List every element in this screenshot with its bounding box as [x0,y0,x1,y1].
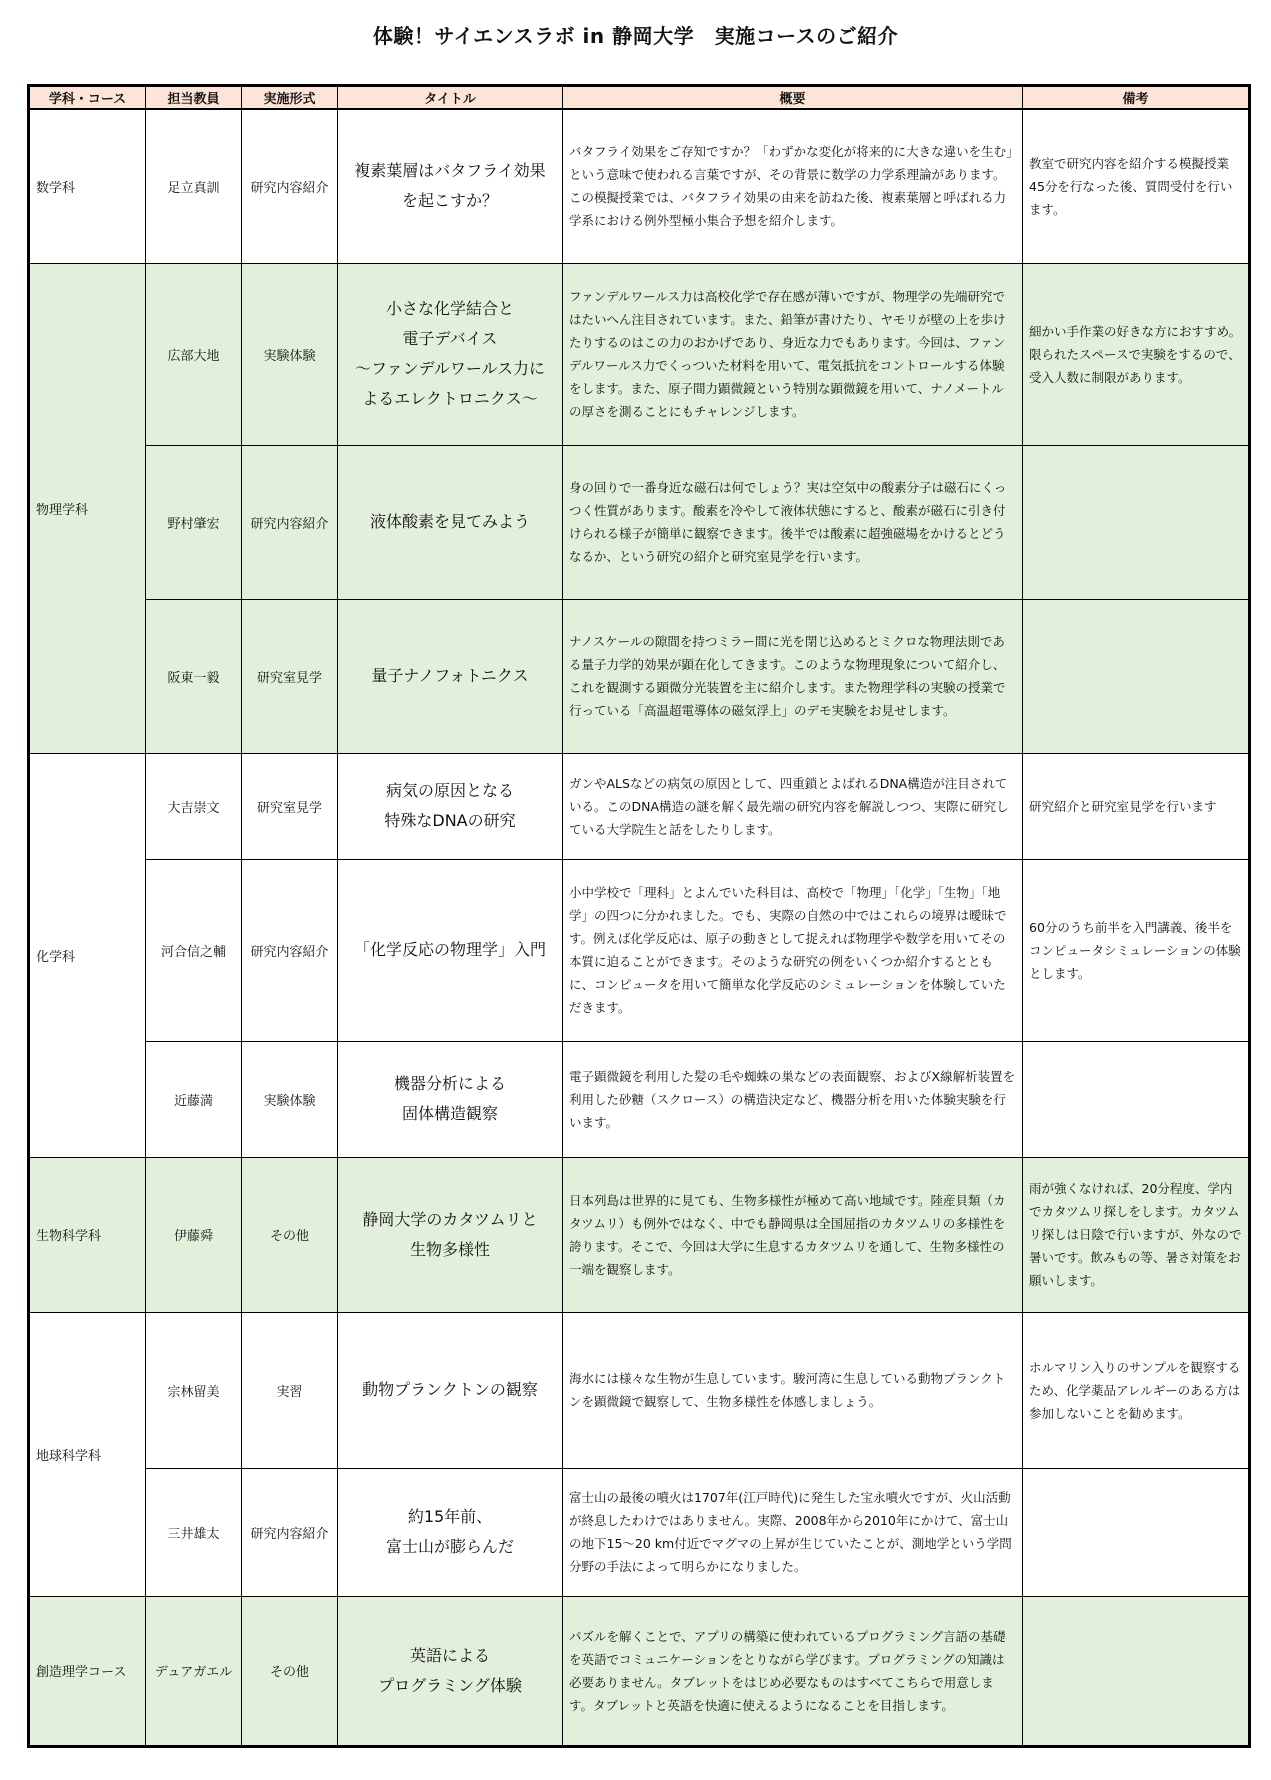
teacher-cell: 近藤満 [146,1041,242,1157]
table-header-row [29,86,1250,110]
title-cell: 機器分析による 固体構造観察 [338,1041,563,1157]
department-cell: 物理学科 [29,263,146,753]
teacher-cell: 三井雄太 [146,1468,242,1596]
teacher-cell: 足立真訓 [146,109,242,263]
title-cell: 病気の原因となる 特殊なDNAの研究 [338,753,563,859]
teacher-cell: 大吉崇文 [146,753,242,859]
header-teacher: 担当教員 [146,86,242,110]
note-cell: ホルマリン入りのサンプルを観察するため、化学薬品アレルギーのある方は参加しないことを勧めます。 [1023,1312,1250,1468]
summary-cell: 海水には様々な生物が生息しています。駿河湾に生息している動物プランクトンを顕微鏡で観察して、生物多様性を体感しましょう。 [563,1312,1023,1468]
format-cell: 実習 [242,1312,338,1468]
summary-cell: バタフライ効果をご存知ですか？「わずかな変化が将来的に大きな違いを生む」という意味で使われる言葉ですが、その背景に数学の力学系理論があります。この模擬授業では、バタフライ効果の由来を訪ねた後、複素葉層と呼ばれる力学系における例外型極小集合予想を紹介します。 [563,109,1023,263]
title-cell: 液体酸素を見てみよう [338,445,563,599]
page-title: 体験！サイエンスラボ in 静岡大学 実施コースのご紹介 [372,24,899,48]
note-cell [1023,1468,1250,1596]
note-cell: 細かい手作業の好きな方におすすめ。限られたスペースで実験をするので、受入人数に制限があります。 [1023,263,1250,445]
title-cell: 静岡大学のカタツムリと 生物多様性 [338,1157,563,1312]
summary-cell: 小中学校で「理科」とよんでいた科目は、高校で「物理」「化学」「生物」「地学」の四つに分かれました。でも、実際の自然の中ではこれらの境界は曖昧です。例えば化学反応は、原子の動きとして捉えれば物理学や数学を用いてその本質に迫ることができます。そのような研究の例をいくつか紹介するとともに、コンピュータを用いて簡単な化学反応のシミュレーションを体験していただきます。 [563,859,1023,1041]
header-note: 備考 [1023,86,1250,110]
department-cell: 化学科 [29,753,146,1157]
table-row [29,445,1250,599]
note-cell: 教室で研究内容を紹介する模擬授業45分を行なった後、質問受付を行います。 [1023,109,1250,263]
format-cell: その他 [242,1157,338,1312]
note-cell: 雨が強くなければ、20分程度、学内でカタツムリ探しをします。カタツムリ探しは日陰で行いますが、外なので暑いです。飲みもの等、暑さ対策をお願いします。 [1023,1157,1250,1312]
format-cell: その他 [242,1596,338,1746]
note-cell [1023,1041,1250,1157]
summary-cell: 富士山の最後の噴火は1707年(江戸時代)に発生した宝永噴火ですが、火山活動が終息したわけではありません。実際、2008年から2010年にかけて、富士山の地下15〜20 km付近でマグマの上昇が生じていたことが、測地学という学問分野の手法によって明らかになりました。 [563,1468,1023,1596]
teacher-cell: 野村肇宏 [146,445,242,599]
course-table [27,84,1251,1748]
summary-cell: 電子顕微鏡を利用した髪の毛や蜘蛛の巣などの表面観察、およびX線解析装置を利用した砂糖（スクロース）の構造決定など、機器分析を用いた体験実験を行います。 [563,1041,1023,1157]
format-cell: 研究内容紹介 [242,1468,338,1596]
table-row [29,859,1250,1041]
header-summary: 概要 [563,86,1023,110]
summary-cell: ファンデルワールス力は高校化学で存在感が薄いですが、物理学の先端研究ではたいへん注目されています。また、鉛筆が書けたり、ヤモリが壁の上を歩けたりするのはこの力のおかげであり、身近な力でもあります。今回は、ファンデルワールス力でくっついた材料を用いて、電気抵抗をコントロールする体験をします。また、原子間力顕微鏡という特別な顕微鏡を用いて、ナノメートルの厚さを測ることにもチャレンジします。 [563,263,1023,445]
table-row [29,1041,1250,1157]
table-row [29,753,1250,859]
summary-cell: ガンやALSなどの病気の原因として、四重鎖とよばれるDNA構造が注目されている。このDNA構造の謎を解く最先端の研究内容を解説しつつ、実際に研究している大学院生と話をしたりします。 [563,753,1023,859]
teacher-cell: デュアガエル [146,1596,242,1746]
format-cell: 実験体験 [242,1041,338,1157]
title-cell: 量子ナノフォトニクス [338,599,563,753]
title-cell: 英語による プログラミング体験 [338,1596,563,1746]
title-cell: 「化学反応の物理学」入門 [338,859,563,1041]
summary-cell: パズルを解くことで、アプリの構築に使われているプログラミング言語の基礎を英語でコミュニケーションをとりながら学びます。プログラミングの知識は必要ありません。タブレットをはじめ必要なものはすべてこちらで用意します。タブレットと英語を快適に使えるようになることを目指します。 [563,1596,1023,1746]
header-format: 実施形式 [242,86,338,110]
title-cell: 小さな化学結合と 電子デバイス 〜ファンデルワールス力に よるエレクトロニクス〜 [338,263,563,445]
teacher-cell: 河合信之輔 [146,859,242,1041]
title-cell: 約15年前、 富士山が膨らんだ [338,1468,563,1596]
summary-cell: 身の回りで一番身近な磁石は何でしょう？実は空気中の酸素分子は磁石にくっつく性質があります。酸素を冷やして液体状態にすると、酸素が磁石に引き付けられる様子が簡単に観察できます。後半では酸素に超強磁場をかけるとどうなるか、という研究の紹介と研究室見学を行います。 [563,445,1023,599]
format-cell: 研究室見学 [242,599,338,753]
teacher-cell: 広部大地 [146,263,242,445]
table-row [29,1468,1250,1596]
table-row [29,109,1250,263]
teacher-cell: 伊藤舜 [146,1157,242,1312]
department-cell: 数学科 [29,109,146,263]
format-cell: 研究内容紹介 [242,109,338,263]
department-cell: 生物科学科 [29,1157,146,1312]
note-cell: 研究紹介と研究室見学を行います [1023,753,1250,859]
department-cell: 創造理学コース [29,1596,146,1746]
table-row [29,1157,1250,1312]
summary-cell: 日本列島は世界的に見ても、生物多様性が極めて高い地域です。陸産貝類（カタツムリ）も例外ではなく、中でも静岡県は全国屈指のカタツムリの多様性を誇ります。そこで、今回は大学に生息するカタツムリを通して、生物多様性の一端を観察します。 [563,1157,1023,1312]
format-cell: 研究内容紹介 [242,859,338,1041]
note-cell: 60分のうち前半を入門講義、後半をコンピュータシミュレーションの体験とします。 [1023,859,1250,1041]
note-cell [1023,599,1250,753]
format-cell: 研究内容紹介 [242,445,338,599]
table-row [29,1312,1250,1468]
table-row [29,599,1250,753]
table-row [29,1596,1250,1746]
summary-cell: ナノスケールの隙間を持つミラー間に光を閉じ込めるとミクロな物理法則である量子力学的効果が顕在化してきます。このような物理現象について紹介し、これを観測する顕微分光装置を主に紹介します。また物理学科の実験の授業で行っている「高温超電導体の磁気浮上」のデモ実験をお見せします。 [563,599,1023,753]
note-cell [1023,1596,1250,1746]
note-cell [1023,445,1250,599]
format-cell: 実験体験 [242,263,338,445]
department-cell: 地球科学科 [29,1312,146,1596]
header-title: タイトル [338,86,563,110]
title-cell: 複素葉層はバタフライ効果 を起こすか？ [338,109,563,263]
format-cell: 研究室見学 [242,753,338,859]
table-row [29,263,1250,445]
teacher-cell: 阪東一毅 [146,599,242,753]
header-department: 学科・コース [29,86,146,110]
teacher-cell: 宗林留美 [146,1312,242,1468]
title-cell: 動物プランクトンの観察 [338,1312,563,1468]
